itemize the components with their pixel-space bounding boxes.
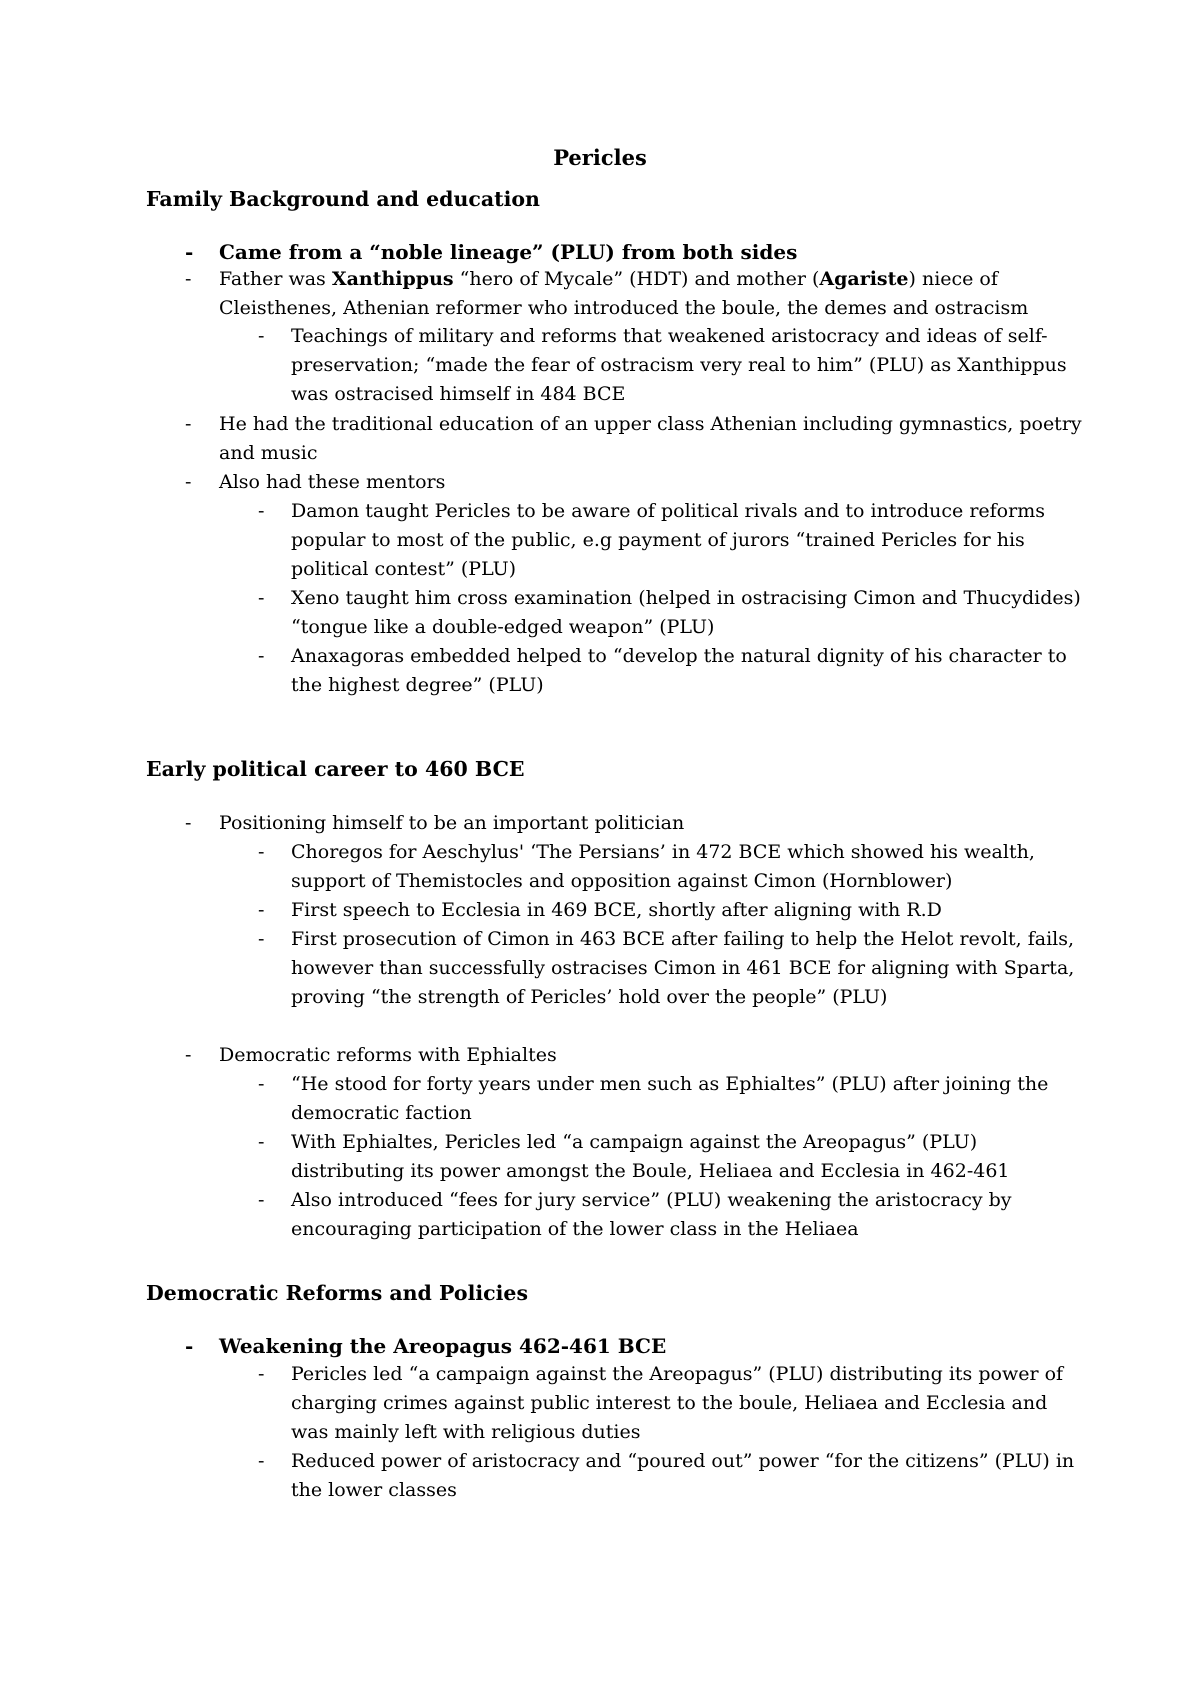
list-item-text: Weakening the Areopagus 462-461 BCE — [219, 1334, 667, 1358]
section-heading-democratic-reforms: Democratic Reforms and Policies — [146, 1281, 528, 1305]
list-item-text: Damon taught Pericles to be aware of political rivals and to introduce reforms popular to most of the public, e.g payment of jurors “trained Pericles for his political contest” (PLU) — [291, 500, 1045, 580]
bullet-dash: - — [185, 240, 194, 264]
list-item-text: Also introduced “fees for jury service” (PLU) weakening the aristocracy by encouraging participation of the lower class in the Heliaea — [291, 1189, 1012, 1240]
bullet-dash: - — [185, 471, 192, 493]
list-item-text — [219, 265, 1085, 323]
list-item-text: Also had these mentors — [219, 471, 446, 493]
list-item — [185, 468, 1085, 497]
bullet-dash: - — [258, 1073, 265, 1095]
bullet-dash: - — [185, 413, 192, 435]
list-item — [185, 809, 1085, 838]
list-item — [258, 838, 1088, 896]
bullet-dash: - — [258, 841, 265, 863]
list-item — [258, 497, 1088, 584]
name-xanthippus: Xanthippus — [331, 268, 454, 290]
list-item-text: Democratic reforms with Ephialtes — [219, 1044, 557, 1066]
list-item — [185, 238, 1085, 267]
document-title: Pericles — [553, 145, 647, 170]
bullet-dash: - — [258, 645, 265, 667]
list-item-text: He had the traditional education of an upper class Athenian including gymnastics, poetry and music — [219, 413, 1082, 464]
name-agariste: Agariste — [819, 268, 909, 290]
list-item — [258, 1447, 1088, 1505]
list-item — [185, 1332, 1085, 1361]
list-item — [258, 1070, 1088, 1128]
list-item — [258, 1360, 1088, 1447]
bullet-dash: - — [258, 1189, 265, 1211]
list-item — [258, 322, 1088, 409]
list-item-text: Came from a “noble lineage” (PLU) from both sides — [219, 240, 798, 264]
list-item — [258, 1186, 1088, 1244]
bullet-dash: - — [258, 325, 265, 347]
bullet-dash: - — [258, 587, 265, 609]
bullet-dash: - — [258, 1450, 265, 1472]
list-item-text: Anaxagoras embedded helped to “develop the natural dignity of his character to the highest degree” (PLU) — [291, 645, 1067, 696]
list-item-text: Choregos for Aeschylus' ‘The Persians’ in 472 BCE which showed his wealth, support of Themistocles and opposition against Cimon (Hornblower) — [291, 841, 1035, 892]
list-item — [258, 642, 1088, 700]
text-fragment: ) niece of Cleisthenes, Athenian reformer who introduced the boule, the demes and ostracism — [219, 268, 1029, 319]
list-item-text: Pericles led “a campaign against the Areopagus” (PLU) distributing its power of charging crimes against public interest to the boule, Heliaea and Ecclesia and was mainly left with religious duties — [291, 1363, 1064, 1443]
list-item-text: Reduced power of aristocracy and “poured out” power “for the citizens” (PLU) in the lower classes — [291, 1450, 1075, 1501]
section-heading-family-background: Family Background and education — [146, 187, 540, 211]
bullet-dash: - — [185, 1044, 192, 1066]
list-item-text: Positioning himself to be an important politician — [219, 812, 685, 834]
text-fragment: Father was — [219, 268, 332, 290]
bullet-dash: - — [258, 928, 265, 950]
list-item — [185, 1041, 1085, 1070]
bullet-dash: - — [185, 1334, 194, 1358]
bullet-dash: - — [258, 899, 265, 921]
bullet-dash: - — [185, 812, 192, 834]
list-item-text: Xeno taught him cross examination (helped in ostracising Cimon and Thucydides) “tongue like a double-edged weapon” (PLU) — [291, 587, 1081, 638]
list-item — [258, 584, 1088, 642]
list-item-text: First speech to Ecclesia in 469 BCE, shortly after aligning with R.D — [291, 899, 942, 921]
list-item — [258, 1128, 1088, 1186]
list-item-text: “He stood for forty years under men such as Ephialtes” (PLU) after joining the democratic faction — [291, 1073, 1049, 1124]
list-item-text: With Ephialtes, Pericles led “a campaign against the Areopagus” (PLU) distributing its power amongst the Boule, Heliaea and Ecclesia in 462-461 — [291, 1131, 1010, 1182]
list-item-text: First prosecution of Cimon in 463 BCE after failing to help the Helot revolt, fails, however than successfully ostracises Cimon in 461 BCE for aligning with Sparta, proving “the strength of Pericles’ hold over the people” (PLU) — [291, 928, 1075, 1008]
text-fragment: “hero of Mycale” (HDT) and mother ( — [453, 268, 820, 290]
bullet-dash: - — [258, 1131, 265, 1153]
list-item-text: Teachings of military and reforms that weakened aristocracy and ideas of self-preservation; “made the fear of ostracism very real to him” (PLU) as Xanthippus was ostracised himself in 484 BCE — [291, 325, 1067, 405]
list-item — [258, 925, 1088, 1012]
list-item — [185, 265, 1085, 323]
bullet-dash: - — [258, 500, 265, 522]
bullet-dash: - — [185, 268, 192, 290]
section-heading-early-political-career: Early political career to 460 BCE — [146, 757, 525, 781]
list-item — [185, 410, 1085, 468]
bullet-dash: - — [258, 1363, 265, 1385]
list-item — [258, 896, 1088, 925]
